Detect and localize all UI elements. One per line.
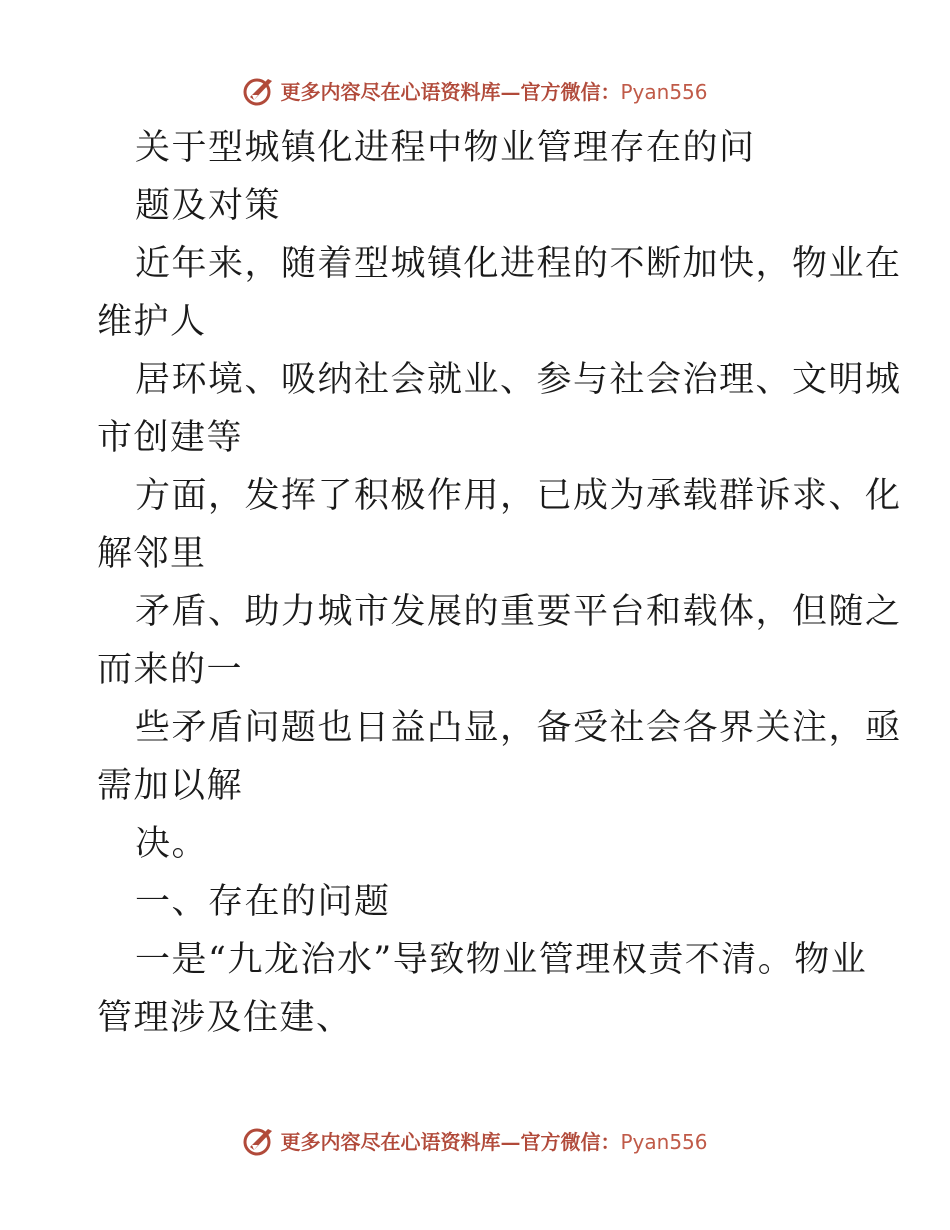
paragraph-line: 方面，发挥了积极作用，已成为承载群诉求、化 [135, 476, 902, 516]
header-banner [0, 70, 950, 110]
section-heading: 一、存在的问题 [135, 882, 391, 922]
wechat-id: Pyan556 [620, 1129, 708, 1154]
banner-label: 更多内容尽在心语资料库—官方微信： [280, 1129, 621, 1154]
paragraph-line: 矛盾、助力城市发展的重要平台和载体，但随之 [135, 592, 902, 632]
wechat-id: Pyan556 [620, 79, 708, 104]
paragraph-line: 市创建等 [97, 418, 244, 458]
paragraph-line: 而来的一 [97, 650, 244, 690]
footer-banner [0, 1120, 950, 1160]
paragraph-line: 管理涉及住建、 [97, 998, 353, 1038]
quill-pen-logo-icon [242, 73, 276, 107]
paragraph-line: 一是“九龙治水”导致物业管理权责不清。物业 [135, 940, 868, 980]
banner-text [280, 1126, 707, 1155]
paragraph-line: 需加以解 [97, 766, 244, 806]
paragraph-line: 决。 [135, 824, 209, 864]
title-line-2: 题及对策 [135, 186, 282, 226]
title-line-1: 关于型城镇化进程中物业管理存在的问 [135, 128, 756, 168]
paragraph-line: 维护人 [97, 302, 207, 342]
paragraph-line: 近年来，随着型城镇化进程的不断加快，物业在 [135, 244, 902, 284]
banner-label: 更多内容尽在心语资料库—官方微信： [280, 79, 621, 104]
paragraph-line: 解邻里 [97, 534, 207, 574]
quill-pen-logo-icon [242, 1123, 276, 1157]
paragraph-line: 居环境、吸纳社会就业、参与社会治理、文明城 [135, 360, 902, 400]
paragraph-line: 些矛盾问题也日益凸显，备受社会各界关注，亟 [135, 708, 902, 748]
banner-text [280, 76, 707, 105]
